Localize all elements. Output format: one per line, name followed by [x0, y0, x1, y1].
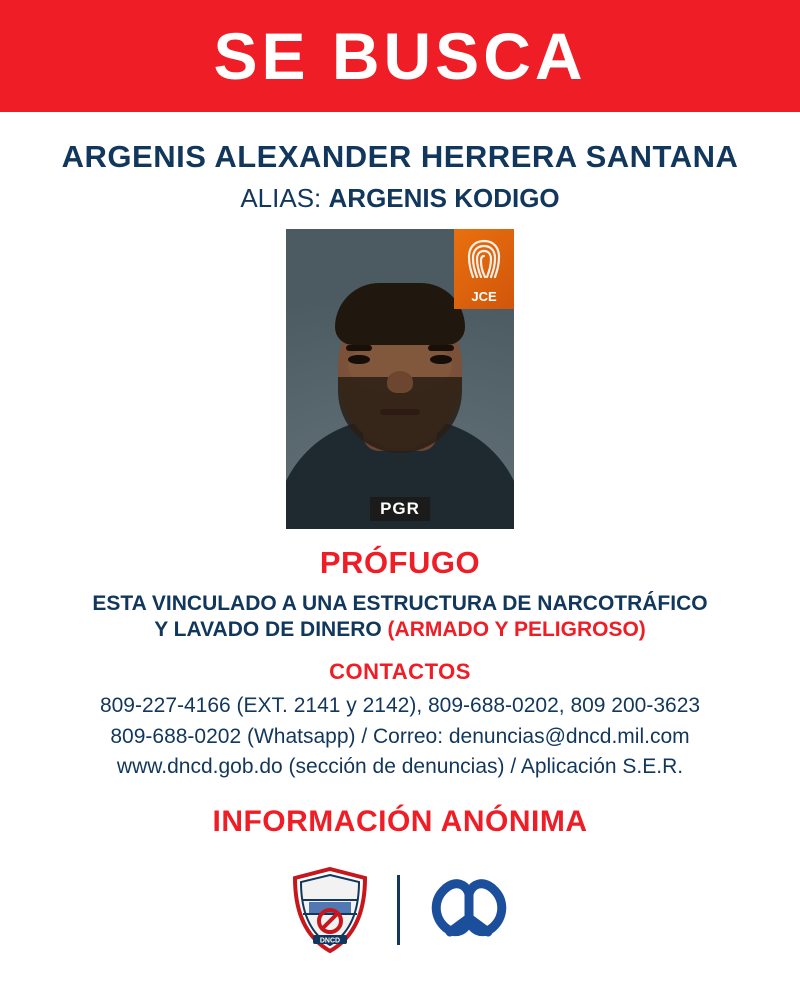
alias-line	[0, 184, 800, 213]
photo-eye-right	[430, 355, 452, 364]
charges-text	[92, 591, 707, 644]
jce-badge-label: JCE	[471, 288, 497, 304]
svg-text:DNCD: DNCD	[319, 937, 340, 944]
photo-brow-right	[428, 345, 454, 351]
photo-brow-left	[346, 345, 372, 351]
contacts-line: www.dncd.gob.do (sección de denuncias) / Aplicación S.E.R.	[116, 755, 684, 779]
alias-value: ARGENIS KODIGO	[328, 183, 560, 214]
charges-line-2	[92, 617, 707, 643]
name-block	[0, 140, 800, 213]
charges-warning: (ARMADO Y PELIGROSO)	[387, 617, 646, 641]
charges-line-2-main: Y LAVADO DE DINERO	[154, 617, 388, 641]
photo-eye-left	[348, 355, 370, 364]
banner-title: SE BUSCA	[213, 19, 587, 93]
logo-row	[289, 865, 512, 955]
anonymous-info-title: INFORMACIÓN ANÓNIMA	[212, 804, 588, 838]
photo-nose	[387, 371, 413, 393]
dncd-crest-logo	[289, 866, 371, 954]
contacts-line: 809-227-4166 (EXT. 2141 y 2142), 809-688-0202, 809 200-3623	[99, 694, 701, 718]
pgr-watermark: PGR	[370, 497, 430, 521]
banner	[0, 0, 800, 112]
alias-label: ALIAS:	[240, 183, 322, 214]
jce-badge	[454, 229, 514, 309]
person-name: ARGENIS ALEXANDER HERRERA SANTANA	[61, 139, 739, 174]
contacts-line: 809-688-0202 (Whatsapp) / Correo: denuncias@dncd.mil.com	[110, 724, 690, 748]
photo-hair	[335, 283, 465, 345]
logo-divider	[397, 875, 400, 945]
status-badge: PRÓFUGO	[319, 544, 481, 580]
fingerprint-icon	[464, 235, 504, 286]
contacts-title: CONTACTOS	[329, 659, 471, 685]
contacts-list	[100, 691, 700, 782]
ser-knot-logo	[426, 870, 512, 950]
charges-line-1: ESTA VINCULADO A UNA ESTRUCTURA DE NARCOTRÁFICO	[92, 591, 708, 615]
photo-mouth	[380, 409, 420, 415]
subject-photo	[286, 229, 514, 529]
